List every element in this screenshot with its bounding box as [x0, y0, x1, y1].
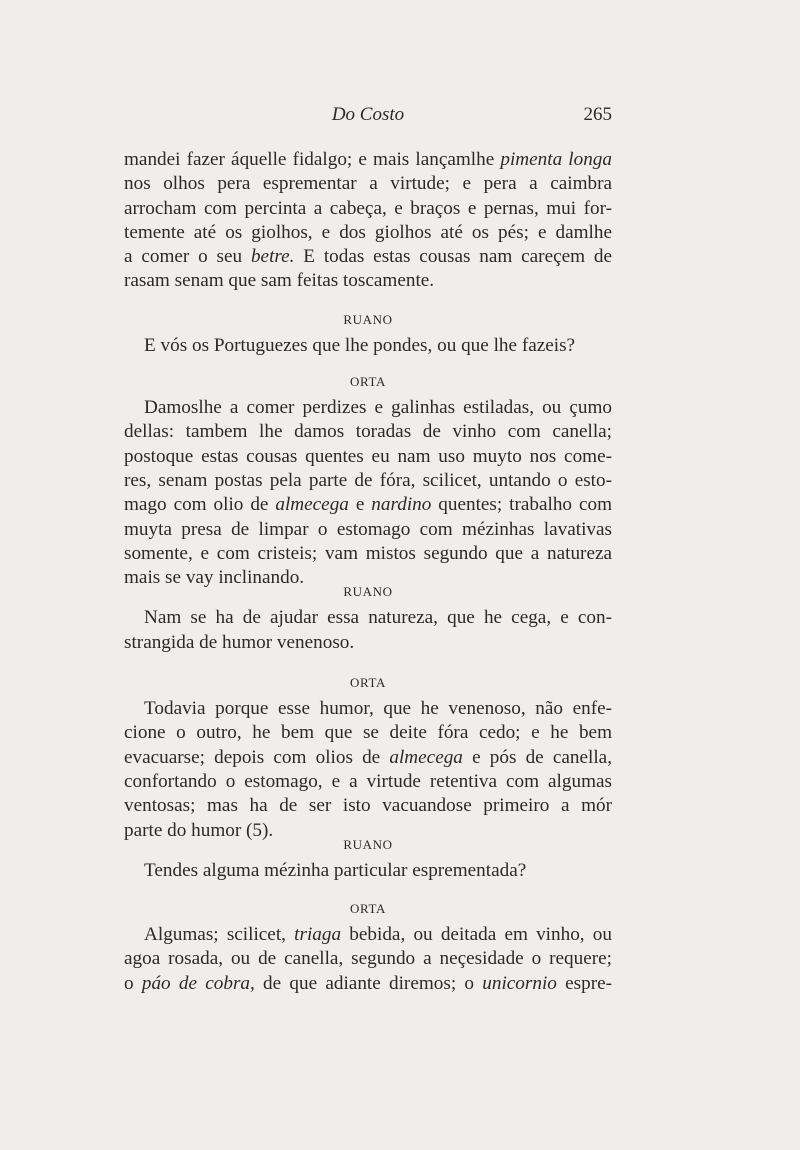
- italic-term: almecega: [275, 494, 349, 516]
- speaker-label: ORTA: [350, 901, 386, 917]
- text-line: dellas: tambem lhe damos toradas de vinho com canella;: [124, 421, 612, 443]
- text-line: temente até os giolhos, e dos giolhos até os pés; e damlhe: [124, 221, 612, 243]
- text-line: nos olhos pera esprementar a virtude; e pera a caimbra: [124, 173, 612, 195]
- text-line: somente, e com cristeis; vam mistos segundo que a natureza: [124, 542, 612, 564]
- paragraph: [124, 334, 612, 358]
- paragraph: [124, 148, 612, 294]
- paragraph: [124, 859, 612, 883]
- text-line: strangida de humor venenoso.: [124, 631, 355, 653]
- text-line: E vós os Portuguezes que lhe pondes, ou que lhe fazeis?: [144, 334, 576, 356]
- text-line: agoa rosada, ou de canella, segundo a neçesidade o requere;: [124, 948, 612, 970]
- running-title: Do Costo: [331, 104, 405, 125]
- paragraph: [124, 923, 612, 996]
- text-line: parte do humor (5).: [124, 819, 274, 841]
- text-line: mago com olio de almecega e nardino quentes; trabalho com: [124, 494, 612, 516]
- text-line: res, senam postas pela parte de fóra, scilicet, untando o esto-: [124, 469, 612, 491]
- italic-term: almecega: [389, 746, 463, 768]
- text-line: mandei fazer áquelle fidalgo; e mais lançamlhe pimenta longa: [124, 149, 612, 170]
- text-line: a comer o seu betre. E todas estas cousas nam careçem de: [124, 246, 612, 268]
- text-line: o páo de cobra, de que adiante diremos; o unicornio espre-: [124, 972, 612, 994]
- italic-term: betre.: [250, 246, 295, 268]
- italic-term: unicornio: [482, 972, 557, 994]
- text-body: [124, 148, 612, 996]
- text-line: Damoslhe a comer perdizes e galinhas estiladas, ou çumo: [144, 397, 612, 419]
- paragraph: [124, 697, 612, 843]
- text-line: cione o outro, he bem que se deite fóra cedo; e he bem: [124, 722, 612, 744]
- speaker-label: RUANO: [343, 311, 393, 327]
- speaker-label: RUANO: [343, 836, 393, 852]
- italic-term: nardino: [371, 494, 432, 516]
- speaker-label: ORTA: [350, 675, 386, 691]
- italic-term: páo de cobra,: [141, 972, 255, 994]
- text-line: ventosas; mas ha de ser isto vacuandose primeiro a mór: [124, 795, 612, 817]
- page-number: 265: [583, 104, 612, 125]
- paragraph: [124, 396, 612, 590]
- text-line: mais se vay inclinando.: [124, 567, 305, 589]
- text-line: evacuarse; depois com olios de almecega e pós de canella,: [124, 746, 612, 768]
- text-line: confortando o estomago, e a virtude retentiva com algumas: [124, 770, 612, 792]
- text-line: Algumas; scilicet, triaga bebida, ou deitada em vinho, ou: [144, 924, 612, 946]
- text-line: Nam se ha de ajudar essa natureza, que he cega, e con-: [144, 607, 612, 629]
- paragraph: [124, 606, 612, 655]
- italic-term: triaga: [294, 924, 342, 946]
- text-line: rasam senam que sam feitas toscamente.: [124, 270, 435, 292]
- text-line: postoque estas cousas quentes eu nam uso muyto nos come-: [124, 445, 612, 467]
- text-line: Tendes alguma mézinha particular esprementada?: [144, 859, 527, 881]
- italic-term: pimenta longa: [500, 149, 612, 170]
- text-line: muyta presa de limpar o estomago com mézinhas lavativas: [124, 518, 612, 540]
- page-header: [124, 104, 612, 134]
- text-line: Todavia porque esse humor, que he venenoso, não enfe-: [144, 698, 612, 720]
- speaker-label: ORTA: [350, 374, 386, 390]
- text-line: arrocham com percinta a cabeça, e braços e pernas, mui for-: [124, 197, 612, 219]
- speaker-label: RUANO: [343, 584, 393, 600]
